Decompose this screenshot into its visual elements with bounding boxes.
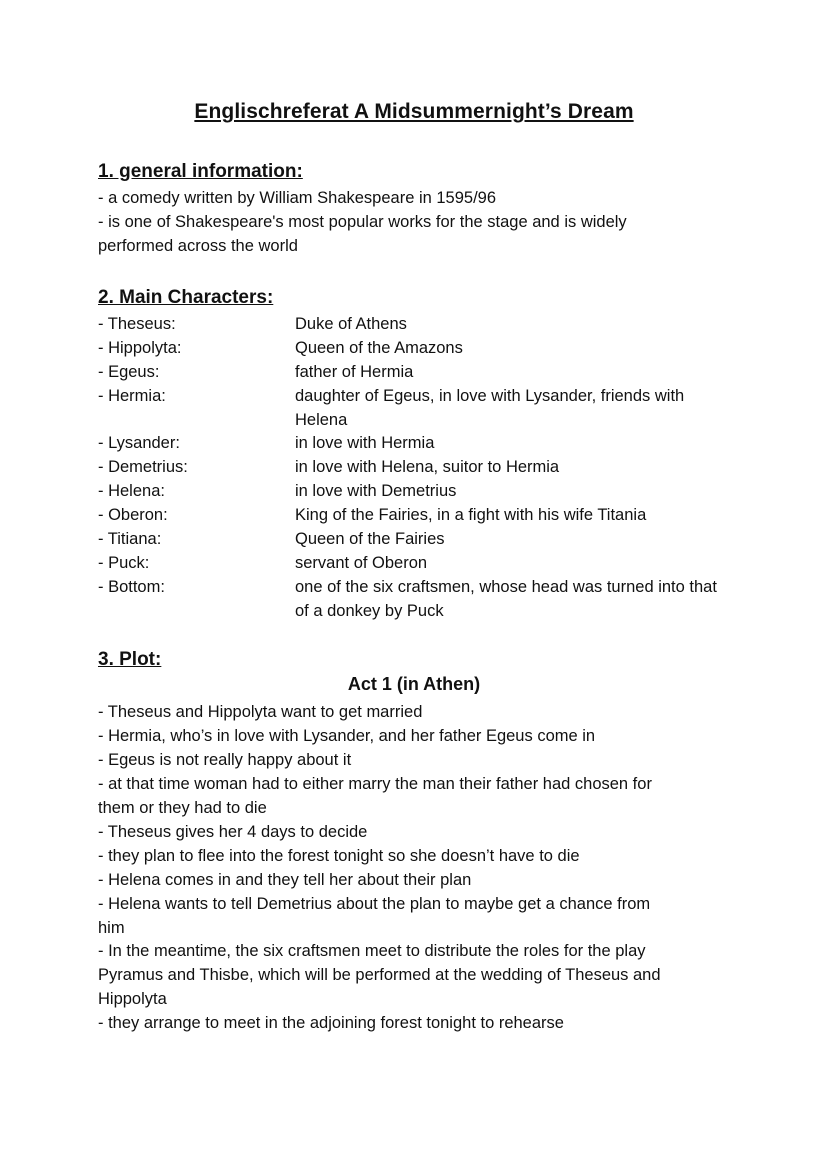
character-description: servant of Oberon [295, 554, 428, 572]
character-description: in love with Hermia [295, 434, 435, 452]
character-description: one of the six craftsmen, whose head was turned into that of a donkey by Puck [295, 578, 717, 620]
plot-line: them or they had to die [98, 799, 267, 817]
plot-line: - Theseus and Hippolyta want to get married [98, 703, 423, 721]
general-line: - a comedy written by William Shakespeare in 1595/96 [98, 189, 497, 207]
character-description: in love with Demetrius [295, 482, 457, 500]
character-name: - Theseus: [98, 315, 176, 333]
plot-line: Hippolyta [98, 990, 167, 1008]
main-characters-heading: 2. Main Characters: [98, 287, 274, 308]
character-name: - Hermia: [98, 387, 166, 405]
act-title: Act 1 (in Athen) [347, 674, 481, 694]
character-description: Queen of the Amazons [295, 339, 463, 357]
plot-line: - Hermia, who’s in love with Lysander, and her father Egeus come in [98, 727, 596, 745]
character-description: King of the Fairies, in a fight with his wife Titania [295, 506, 647, 524]
plot-line: - they arrange to meet in the adjoining forest tonight to rehearse [98, 1014, 564, 1032]
general-line: performed across the world [98, 237, 298, 255]
plot-line: - Egeus is not really happy about it [98, 751, 352, 769]
character-name: - Puck: [98, 554, 150, 572]
plot-line: him [98, 919, 125, 937]
character-description: Queen of the Fairies [295, 530, 445, 548]
plot-line: - Theseus gives her 4 days to decide [98, 823, 368, 841]
plot-line: - at that time woman had to either marry the man their father had chosen for [98, 775, 652, 793]
general-information-heading: 1. general information: [98, 161, 303, 182]
plot-line: - Helena wants to tell Demetrius about the plan to maybe get a chance from [98, 895, 651, 913]
character-name: - Hippolyta: [98, 339, 182, 357]
general-line: - is one of Shakespeare's most popular works for the stage and is widely [98, 213, 627, 231]
document-title: Englischreferat A Midsummernight’s Dream [194, 100, 634, 123]
character-name: - Titiana: [98, 530, 162, 548]
character-description: Duke of Athens [295, 315, 407, 333]
plot-line: - In the meantime, the six craftsmen meet to distribute the roles for the play [98, 942, 646, 960]
character-description: in love with Helena, suitor to Hermia [295, 458, 560, 476]
character-name: - Helena: [98, 482, 165, 500]
plot-line: Pyramus and Thisbe, which will be performed at the wedding of Theseus and [98, 966, 661, 984]
plot-line: - Helena comes in and they tell her about their plan [98, 871, 472, 889]
plot-heading: 3. Plot: [98, 649, 162, 670]
character-description: daughter of Egeus, in love with Lysander, friends with Helena [295, 387, 685, 429]
character-name: - Bottom: [98, 578, 165, 596]
character-name: - Oberon: [98, 506, 168, 524]
character-name: - Lysander: [98, 434, 180, 452]
plot-line: - they plan to flee into the forest tonight so she doesn’t have to die [98, 847, 580, 865]
character-name: - Egeus: [98, 363, 160, 381]
character-description: father of Hermia [295, 363, 414, 381]
character-name: - Demetrius: [98, 458, 188, 476]
